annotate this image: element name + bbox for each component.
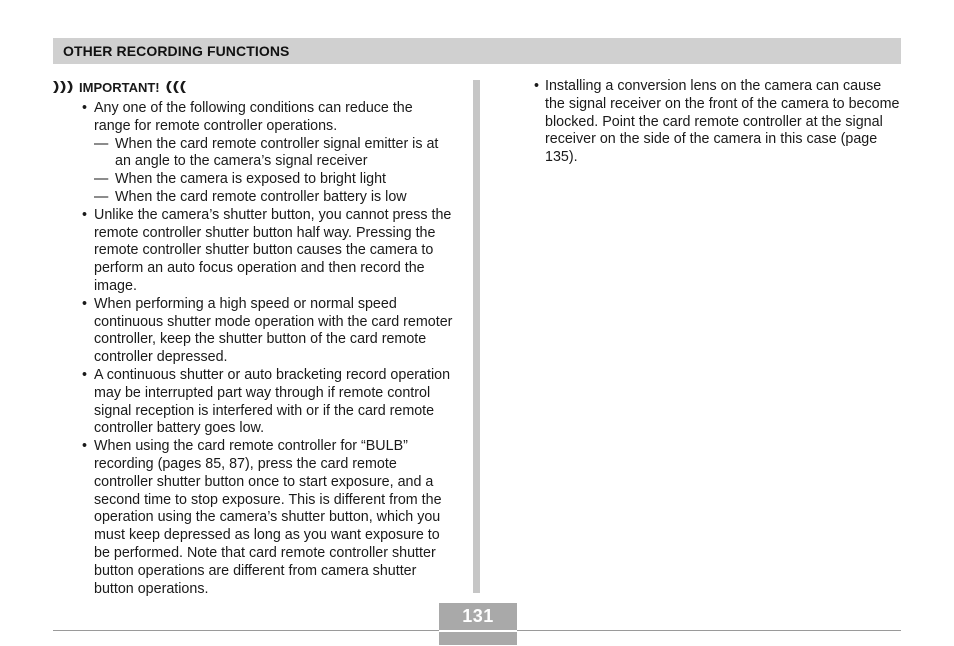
right-list [533,78,903,167]
page-number: 131 [462,606,494,626]
section-header-bar [53,38,901,64]
arrow-left-icon [164,81,186,93]
section-title: OTHER RECORDING FUNCTIONS [63,43,290,59]
list-item: • Unlike the camera’s shutter button, you cannot press the remote controller shutter button half way. Pressing the remote controller shutter button causes the camera to perform an auto focus operation and then record the image. [53,207,453,296]
list-item: • Any one of the following conditions can reduce the range for remote controller operations. [53,100,453,136]
column-divider [473,80,480,593]
list-item: • When performing a high speed or normal speed continuous shutter mode operation with the card remoter controller, keep the shutter button of the card remote controller depressed. [53,296,453,367]
left-column [53,78,453,598]
important-heading [53,78,453,96]
important-list [53,100,453,598]
sub-list-item: — When the camera is exposed to bright light [53,171,453,189]
list-item: • Installing a conversion lens on the camera can cause the signal receiver on the front of the camera to become blocked. Point the card remote controller at the signal receiver on the side of the camera in this case (page 135). [533,78,903,167]
sub-list-item: — When the card remote controller battery is low [53,189,453,207]
important-label: IMPORTANT! [79,79,160,95]
list-item: • When using the card remote controller for “BULB” recording (pages 85, 87), press the card remote controller shutter button once to start exposure, and a second time to stop exposure. This is different from the operation using the camera’s shutter button, which you must keep depressed as long as you want exposure to be performed. Note that card remote controller shutter button operations are different from camera shutter button operations. [53,438,453,598]
sub-list-item: — When the card remote controller signal emitter is at an angle to the camera’s signal receiver [53,136,453,172]
page-number-box [439,603,517,645]
right-column [533,78,903,167]
arrow-right-icon [53,81,75,93]
list-item: • A continuous shutter or auto bracketing record operation may be interrupted part way through if remote control signal reception is interfered with or if the card remote controller battery goes low. [53,367,453,438]
